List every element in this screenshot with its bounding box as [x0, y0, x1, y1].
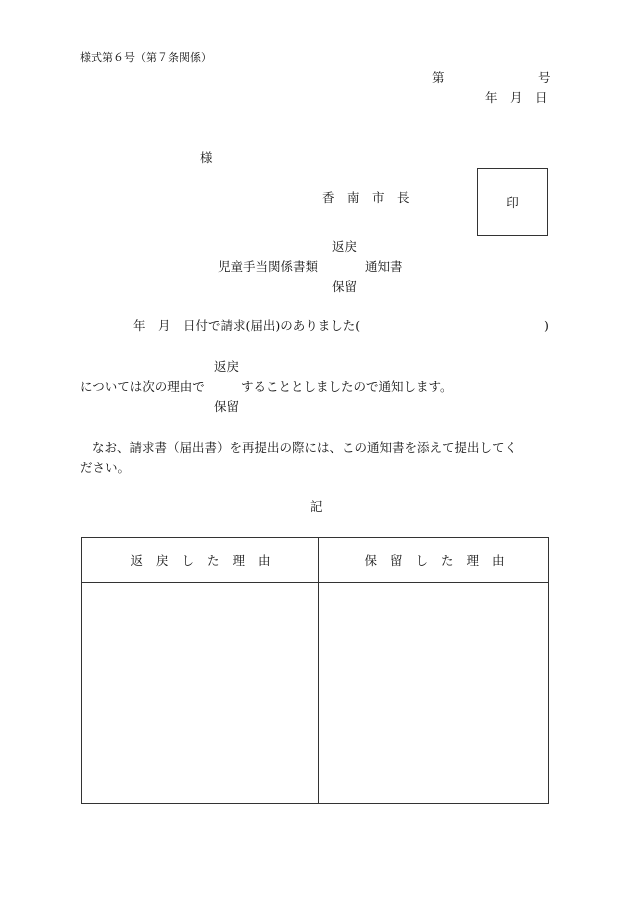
body-choice-hold: 保留	[214, 399, 240, 414]
seal-label: 印	[506, 195, 519, 210]
header-hold-reason: 保留した理由	[364, 553, 518, 568]
addressee-sama: 様	[200, 150, 213, 165]
note-line-2: ださい。	[80, 460, 131, 475]
body-choice-return: 返戻	[214, 359, 240, 374]
form-number: 様式第６号（第７条関係）	[80, 51, 212, 64]
subject-choice-return: 返戻	[332, 239, 358, 254]
issue-date: 年 月 日	[485, 90, 548, 105]
subject-choice-hold: 保留	[332, 279, 358, 294]
ki-heading: 記	[310, 499, 323, 514]
request-close-paren: )	[544, 318, 549, 333]
return-reason-cell[interactable]	[82, 583, 318, 804]
subject-suffix: 通知書	[365, 259, 403, 274]
subject-main: 児童手当関係書類	[218, 259, 319, 274]
note-line-1: なお、請求書（届出書）を再提出の際には、この通知書を添えて提出してく	[92, 440, 518, 455]
header-return-reason: 返戻した理由	[130, 553, 284, 568]
document-number-prefix: 第	[432, 70, 445, 85]
body-line-end: することとしましたので通知します。	[241, 379, 453, 394]
body-line-start: については次の理由で	[80, 379, 205, 394]
seal-box	[477, 168, 548, 236]
sender-title: 香 南 市 長	[322, 190, 410, 205]
request-date-line: 年 月 日付で請求(届出)のありました(	[133, 318, 361, 333]
hold-reason-cell[interactable]	[319, 583, 549, 804]
document-number-suffix: 号	[538, 70, 551, 85]
reasons-table	[81, 537, 549, 804]
